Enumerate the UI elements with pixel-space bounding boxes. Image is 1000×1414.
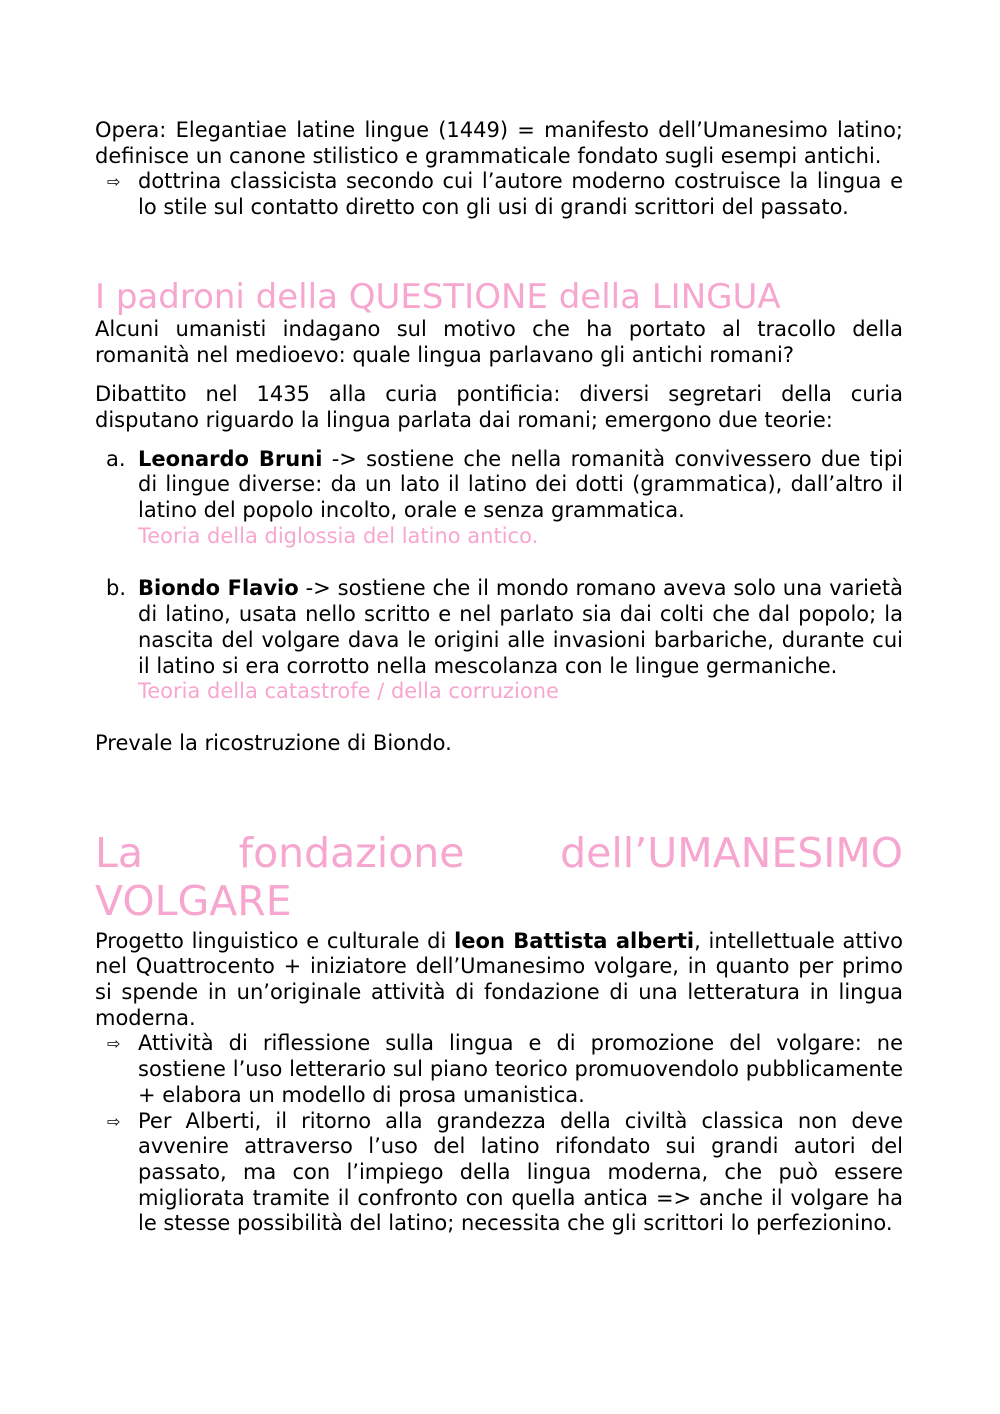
list-item [95, 1031, 903, 1108]
section1-paragraph-2: Dibattito nel 1435 alla curia pontificia: diversi segretari della curia disputano riguardo la lingua parlata dai romani; emergono due teorie: [95, 382, 903, 432]
theory-description: -> sostiene che nella romanità convivessero due tipi di lingue diverse: da un lato il latino dei dotti (grammatica), dall’altro il latino del popolo incolto, orale e senza grammatica. [138, 446, 903, 523]
section-heading-questione: I padroni della QUESTIONE della LINGUA [95, 276, 781, 317]
intro-paragraph: Opera: Elegantiae latine lingue (1449) = manifesto dell’Umanesimo latino; definisce un canone stilistico e grammaticale fondato sugli esempi antichi. [95, 118, 903, 168]
section2-bullet-list [95, 1031, 903, 1237]
arrow-right-icon: ⇨ [107, 1111, 121, 1131]
theories-list [95, 447, 903, 705]
list-item [95, 169, 903, 220]
theory-name: Teoria della catastrofe / della corruzione [138, 679, 559, 704]
arrow-right-icon: ⇨ [107, 172, 121, 192]
section-heading-umanesimo: La fondazione dell’UMANESIMO VOLGARE [95, 828, 903, 925]
section1-paragraph-1: Alcuni umanisti indagano sul motivo che ha portato al tracollo della romanità nel medioevo: quale lingua parlavano gli antichi romani? [95, 316, 903, 367]
bullet-text: dottrina classicista secondo cui l’autore moderno costruisce la lingua e lo stile sul contatto diretto con gli usi di grandi scrittori del passato. [138, 169, 903, 220]
section2-paragraph: Progetto linguistico e culturale di leon Battista alberti, intellettuale attivo nel Quattrocento + iniziatore dell’Umanesimo volgare, in quanto per primo si spende in un’originale attività di fondazione di una letteratura in lingua moderna. [95, 928, 903, 1030]
arrow-right-icon: ⇨ [107, 1034, 121, 1054]
bullet-text: Per Alberti, il ritorno alla grandezza della civiltà classica non deve avvenire attraverso l’uso del latino rifondato sui grandi autori del passato, ma con l’impiego della lingua moderna, che può essere migliorata tramite il confronto con quella antica => anche il volgare ha le stesse possibilità del latino; necessita che gli scrittori lo perfezionino. [138, 1108, 903, 1236]
theory-name: Teoria della diglossia del latino antico. [138, 523, 539, 548]
section1-conclusion: Prevale la ricostruzione di Biondo. [95, 730, 452, 755]
theory-description: -> sostiene che il mondo romano aveva solo una varietà di latino, usata nello scritto e nel parlato sia dai colti che dal popolo; la nascita del volgare dava le origini alle invasioni barbariche, durante cui il latino si era corrotto nella mescolanza con le lingue germaniche. [138, 576, 903, 678]
author-name: leon Battista alberti [454, 928, 695, 953]
list-marker: b. [106, 576, 127, 601]
person-name: Biondo Flavio [138, 576, 299, 601]
list-item [95, 1109, 903, 1238]
intro-bullet-list [95, 169, 903, 220]
list-item [95, 576, 903, 705]
page-content [95, 118, 903, 1237]
list-marker: a. [106, 446, 126, 471]
list-item [95, 447, 903, 550]
person-name: Leonardo Bruni [138, 446, 323, 471]
bullet-text: Attività di riflessione sulla lingua e di promozione del volgare: ne sostiene l’uso letterario sul piano teorico promuovendolo pubblicamente + elabora un modello di prosa umanistica. [138, 1031, 903, 1107]
